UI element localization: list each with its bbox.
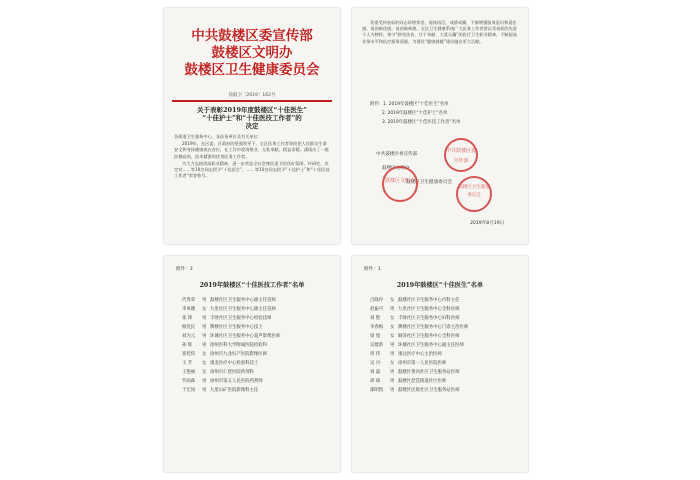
list-item: [182, 341, 332, 350]
body-text: [362, 20, 518, 45]
person-sex: 男: [202, 298, 207, 303]
org-line-1: 中共鼓楼区委宣传部: [191, 28, 313, 44]
person-unit: 徐州市第一人民医院医师: [398, 361, 447, 366]
person-sex: 女: [390, 334, 395, 339]
official-seal: [382, 166, 418, 202]
person-unit: 牌楼社区卫生服务中心技士: [210, 325, 263, 330]
person-sex: 男: [390, 352, 395, 357]
person-unit: 鼓楼区琵琶街道社区医师: [398, 379, 447, 384]
red-divider: [172, 100, 332, 102]
person-unit: 徐州医科大学附属医院检验科: [210, 343, 268, 348]
paragraph: 2019年，在区委、区政府的坚强领导下，全区医务工作者始终把人民群众生命安全和身体健康放在首位，在工作中爱岗敬业、无私奉献，精益求精，涌现出了一批医德高尚、医术精湛的优秀医务工作者。: [174, 141, 329, 159]
list-title: 2019年鼓楼区“十佳医技工作者”名单: [199, 282, 305, 289]
person-name: 张 锋: [182, 316, 193, 321]
attachment-list: [370, 100, 520, 127]
person-unit: 环城社区卫生服务中心副主任医师: [398, 343, 464, 348]
list-item: [370, 359, 520, 368]
attachment-item: 2. 2019年鼓楼区“十佳护士”名单: [382, 111, 448, 116]
person-name: 吕晓玲: [370, 298, 384, 303]
honoree-list: [182, 296, 332, 395]
issuing-organizations: [164, 28, 340, 79]
person-name: 孙 辉: [182, 343, 193, 348]
person-sex: 男: [202, 343, 207, 348]
person-unit: 徐州市九龙妇产医院影像医师: [210, 352, 268, 357]
list-item: [370, 305, 520, 314]
list-item: [370, 341, 520, 350]
list-item: [370, 332, 520, 341]
attachment-item: 附件：1. 2019年鼓楼区“十佳医生”名单: [370, 102, 449, 107]
person-unit: 牌楼社区卫生服务中心门诊主治医师: [398, 325, 469, 330]
person-name: 罗雨森: [182, 379, 196, 384]
list-item: [182, 332, 332, 341]
person-unit: 康达医疗中心主治医师: [398, 352, 442, 357]
person-sex: 女: [202, 370, 207, 375]
attachment-item: 3. 2019年鼓楼区“十佳医技工作者”名单: [382, 120, 461, 125]
person-name: 胡 斌: [370, 379, 381, 384]
person-name: 邵明凯: [370, 388, 384, 393]
document-page-3: [164, 256, 340, 472]
document-page-1: [164, 8, 340, 244]
list-item: [182, 368, 332, 377]
title-line-2: “十佳护士”和“十佳医技工作者”的: [202, 114, 302, 122]
seal-text: 鼓楼区文明办: [384, 178, 415, 184]
person-unit: 九里社区卫生服务中心全科医师: [398, 307, 460, 312]
salutation: 各街道卫生服务中心、各医务单位及有关单位：: [174, 134, 262, 139]
list-item: [182, 359, 332, 368]
signing-org: 中共鼓楼区委宣传部: [376, 152, 418, 157]
seal-text: 中共鼓楼区委宣传部: [446, 148, 477, 164]
person-name: 于宏岗: [182, 388, 196, 393]
person-unit: 鼓楼区黄河社区卫生服务站医师: [398, 370, 460, 375]
person-sex: 男: [390, 307, 395, 312]
person-name: 刘 磊: [370, 370, 381, 375]
person-unit: 九里社区卫生服务中心副主任技师: [210, 307, 276, 312]
person-name: 代秀荣: [182, 298, 196, 303]
person-name: 李春梅: [370, 325, 384, 330]
person-name: 梁 旭: [370, 334, 381, 339]
person-sex: 女: [202, 307, 207, 312]
person-unit: 丰财社区卫生服务中心妇科医师: [398, 316, 460, 321]
person-name: 杨党民: [182, 325, 196, 330]
list-item: [370, 368, 520, 377]
list-item: [370, 314, 520, 323]
document-page-4: [352, 256, 528, 472]
signing-org: 鼓楼区文明办: [382, 166, 410, 171]
list-title: 2019年鼓楼区“十佳医生”名单: [396, 282, 484, 289]
list-item: [370, 386, 520, 395]
person-sex: 女: [390, 361, 395, 366]
official-seal: [444, 138, 478, 172]
person-unit: 鼓楼社区卫生服务中心内科主任: [398, 298, 460, 303]
document-title: [172, 106, 332, 130]
honoree-list: [370, 296, 520, 395]
person-sex: 女: [390, 298, 395, 303]
attachment-label: 附件：1: [364, 267, 381, 272]
person-sex: 男: [202, 316, 207, 321]
person-name: 吴建新: [370, 343, 384, 348]
list-item: [370, 350, 520, 359]
person-unit: 环城社区卫生服务中心超声影像医师: [210, 334, 281, 339]
list-item: [182, 314, 332, 323]
person-sex: 男: [390, 370, 395, 375]
person-sex: 男: [390, 388, 395, 393]
seal-text: 鼓楼区卫生健康委员会: [458, 185, 490, 198]
list-item: [182, 350, 332, 359]
person-unit: 徐州市第五人民医院药剂师: [210, 379, 263, 384]
person-unit: 康龙医疗中心检验科技士: [210, 361, 259, 366]
person-sex: 男: [390, 343, 395, 348]
paragraph: 希望受到表彰的同志珍惜荣誉，再接再厉，戒骄戒躁，不断增强服务意识和责任感，再创新佳绩，再创新辉煌。全区卫生健康系统广大医务工作者要以受表彰的先进个人为榜样，恪守“救死扶伤、甘于奉献、大爱无疆”的医疗卫生职业精神，不断提高业务水平和医疗服务质量，为建设“健康鼓楼”建设做出更大贡献。: [362, 20, 518, 44]
person-name: 刘为云: [182, 334, 196, 339]
person-name: 崔桂侠: [182, 352, 196, 357]
list-item: [182, 305, 332, 314]
person-sex: 女: [202, 352, 207, 357]
document-page-2: [352, 8, 528, 244]
document-date: 2019年8月19日: [470, 221, 505, 226]
org-line-3: 鼓楼区卫生健康委员会: [184, 62, 320, 78]
list-item: [370, 377, 520, 386]
list-item: [182, 377, 332, 386]
person-unit: 鼓楼区民航社区卫生服务站医师: [398, 388, 460, 393]
person-unit: 徐州市仁慈医院药剂科: [210, 370, 254, 375]
official-seal: [456, 176, 492, 212]
org-line-2: 鼓楼区文明办: [211, 45, 293, 61]
signing-org: 鼓楼区卫生健康委员会: [406, 180, 452, 185]
attachment-label: 附件：3: [176, 267, 193, 272]
person-name: 吴 丹: [370, 361, 381, 366]
person-name: 刘 艳: [370, 316, 381, 321]
body-text: [174, 134, 330, 180]
document-number: 徐鼓卫〔2019〕162号: [228, 93, 276, 98]
person-name: 赵振可: [370, 307, 384, 312]
person-unit: 丰财社区卫生服务中心检验技师: [210, 316, 272, 321]
title-line-1: 关于表彰2019年度鼓楼区“十佳医生”: [196, 106, 308, 114]
person-sex: 男: [202, 388, 207, 393]
person-sex: 男: [390, 379, 395, 384]
person-sex: 女: [390, 316, 395, 321]
list-item: [182, 296, 332, 305]
person-unit: 铜沛社区卫生服务中心全科医师: [398, 334, 460, 339]
person-sex: 女: [390, 325, 395, 330]
person-sex: 女: [202, 361, 207, 366]
paragraph: 为大力弘扬崇高职业精神，进一步营造全社会尊医重卫的良好氛围，经研究，决定对……等10名同志授予“十佳医生”，……等10名同志授予“十佳护士”和“十佳医技工作者”荣誉称号。: [174, 160, 330, 179]
person-sex: 男: [202, 334, 207, 339]
list-item: [182, 386, 332, 395]
person-unit: 鼓楼社区卫生服务中心副主任技师: [210, 298, 276, 303]
title-line-3: 决定: [245, 122, 259, 130]
list-item: [370, 323, 520, 332]
person-name: 王 芳: [182, 361, 193, 366]
person-name: 王艳丽: [182, 370, 196, 375]
person-sex: 男: [202, 379, 207, 384]
person-name: 李凤娥: [182, 307, 196, 312]
person-name: 周 伟: [370, 352, 381, 357]
list-item: [182, 323, 332, 332]
person-sex: 男: [202, 325, 207, 330]
person-unit: 九里山矿医院影像科主任: [210, 388, 259, 393]
list-item: [370, 296, 520, 305]
